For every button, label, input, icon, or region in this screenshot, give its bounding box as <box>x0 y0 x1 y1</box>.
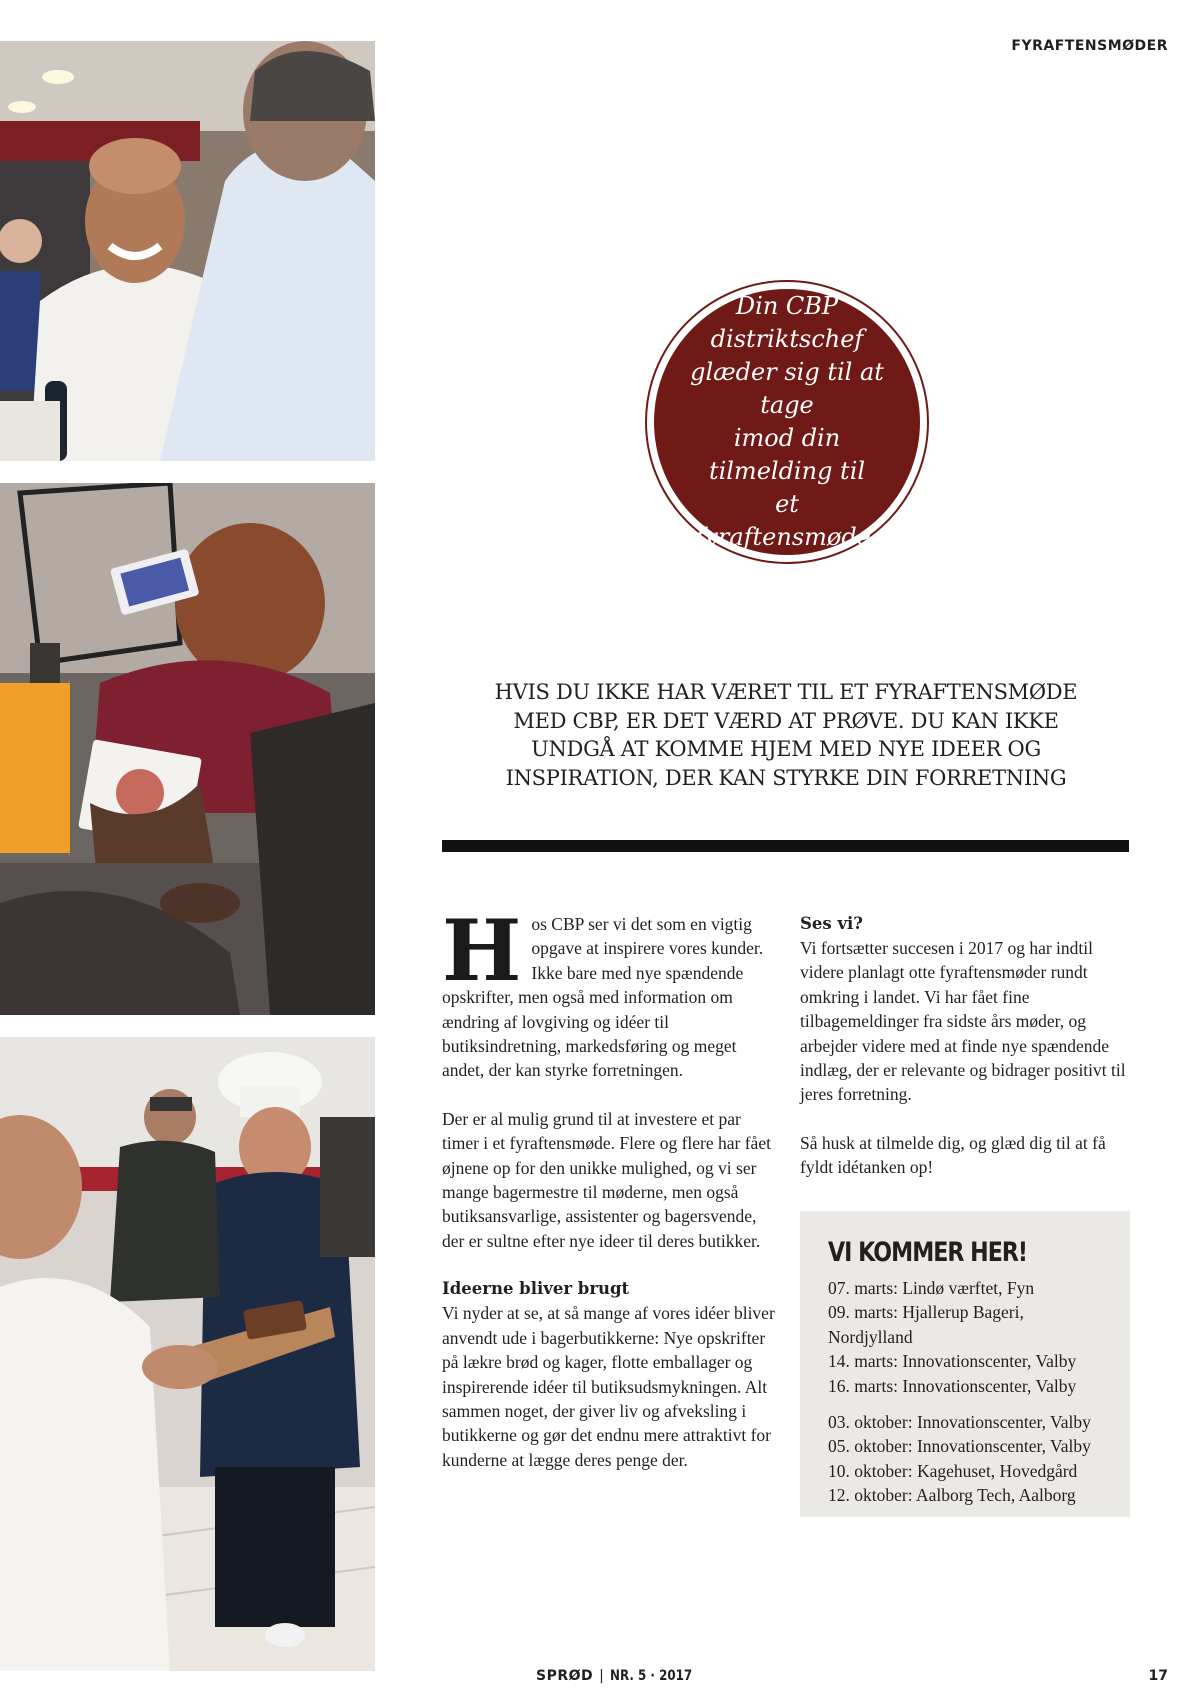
page-number: 17 <box>1148 1668 1168 1684</box>
article-column-left <box>442 901 778 1496</box>
article-paragraph: Så husk at tilmelde dig, og glæd dig til at få fyldt idétanken op! <box>800 1132 1106 1178</box>
quote-line: et fyraftensmøde. <box>695 490 879 551</box>
divider-rule <box>442 840 1129 852</box>
drop-cap: H <box>442 901 522 1000</box>
schedule-list-october <box>828 1410 1102 1508</box>
schedule-item: 09. marts: Hjallerup Bageri, Nordjylland <box>828 1302 1024 1347</box>
lead-line: UNDGÅ AT KOMME HJEM MED NYE IDEER OG <box>531 737 1041 761</box>
schedule-list-march <box>828 1276 1102 1398</box>
footer <box>536 1668 707 1684</box>
quote-circle-fill <box>654 289 920 555</box>
schedule-item: 12. oktober: Aalborg Tech, Aalborg <box>828 1485 1076 1506</box>
schedule-item: 05. oktober: Innovationscenter, Valby <box>828 1436 1091 1457</box>
quote-line: imod din tilmelding til <box>708 424 866 485</box>
quote-line: Din CBP distriktschef <box>710 292 864 353</box>
article-paragraph: Vi fortsætter succesen i 2017 og har indtil videre planlagt otte fyraftensmøder rundt omkring i landet. Vi har fået fine tilbagemeldinger fra sidste års møder, og arbejder videre med at finde nye spændende indlæg, der er relevante og bidrager positivt til jeres forretning. <box>800 938 1126 1105</box>
lead-paragraph <box>443 678 1129 792</box>
schedule-item: 07. marts: Lindø værftet, Fyn <box>828 1278 1035 1298</box>
article-paragraph: Der er al mulig grund til at investere et par timer i et fyraftensmøde. Flere og flere har fået øjnene op for den unikke mulighed, og vi ser mange bagermestre til møderne, men også butiksansvarlige, assistenter og bagersvende, der er sultne efter nye ideer til deres butikker. <box>442 1108 771 1251</box>
lead-line: INSPIRATION, DER KAN STYRKE DIN FORRETNING <box>505 765 1067 790</box>
schedule-item: 16. marts: Innovationscenter, Valby <box>828 1375 1077 1396</box>
schedule-item: 03. oktober: Innovationscenter, Valby <box>828 1412 1091 1433</box>
schedule-title: VI KOMMER HER! <box>828 1237 1028 1268</box>
lead-line: MED CBP, ER DET VÆRD AT PRØVE. DU KAN IKKE <box>513 708 1059 733</box>
schedule-item: 10. oktober: Kagehuset, Hovedgård <box>828 1460 1078 1481</box>
magazine-brand: SPRØD <box>536 1668 594 1684</box>
schedule-box <box>800 1211 1130 1517</box>
footer-separator: | <box>599 1668 604 1684</box>
photo-meeting-reading <box>0 483 375 1015</box>
photo-meeting-reading-image <box>0 483 375 1015</box>
quote-line: glæder sig til at tage <box>690 358 884 419</box>
issue-number: NR. 5 · 2017 <box>609 1668 693 1684</box>
schedule-item: 14. marts: Innovationscenter, Valby <box>828 1351 1077 1372</box>
photo-meeting-laughing-image <box>0 41 375 461</box>
article-paragraph: Vi nyder at se, at så mange af vores idéer bliver anvendt ude i bagerbutikkerne: Nye opskrifter på lækre brød og kager, flotte emballager og inspirerende idéer til butiksudsmykningen. Alt sammen noget, der giver liv og afveksling i butikkerne og gør det endnu mere attraktivt for kunderne at lægge deres penge der. <box>442 1303 775 1470</box>
quote-circle <box>645 280 929 564</box>
photo-meeting-laughing <box>0 41 375 461</box>
article-column-right <box>800 912 1130 1204</box>
section-tag: FYRAFTENSMØDER <box>1011 38 1168 54</box>
quote-text <box>682 290 892 554</box>
photo-chef-serving-image <box>0 1037 375 1671</box>
lead-line: HVIS DU IKKE HAR VÆRET TIL ET FYRAFTENSMØDE <box>494 680 1078 704</box>
photo-chef-serving <box>0 1037 375 1671</box>
subheading-ideerne: Ideerne bliver brugt <box>442 1279 630 1299</box>
intro-text: os CBP ser vi det som en vigtig opgave at inspirere vores kunder. Ikke bare med nye spændende opskrifter, men også med information om ændring af lovgiving og idéer til butiksindretning, markedsføring og meget andet, der kan styrke forretningen. <box>442 914 764 1081</box>
subheading-ses-vi: Ses vi? <box>800 914 863 933</box>
schedule-gap <box>828 1398 1102 1410</box>
article-intro <box>442 901 778 1083</box>
